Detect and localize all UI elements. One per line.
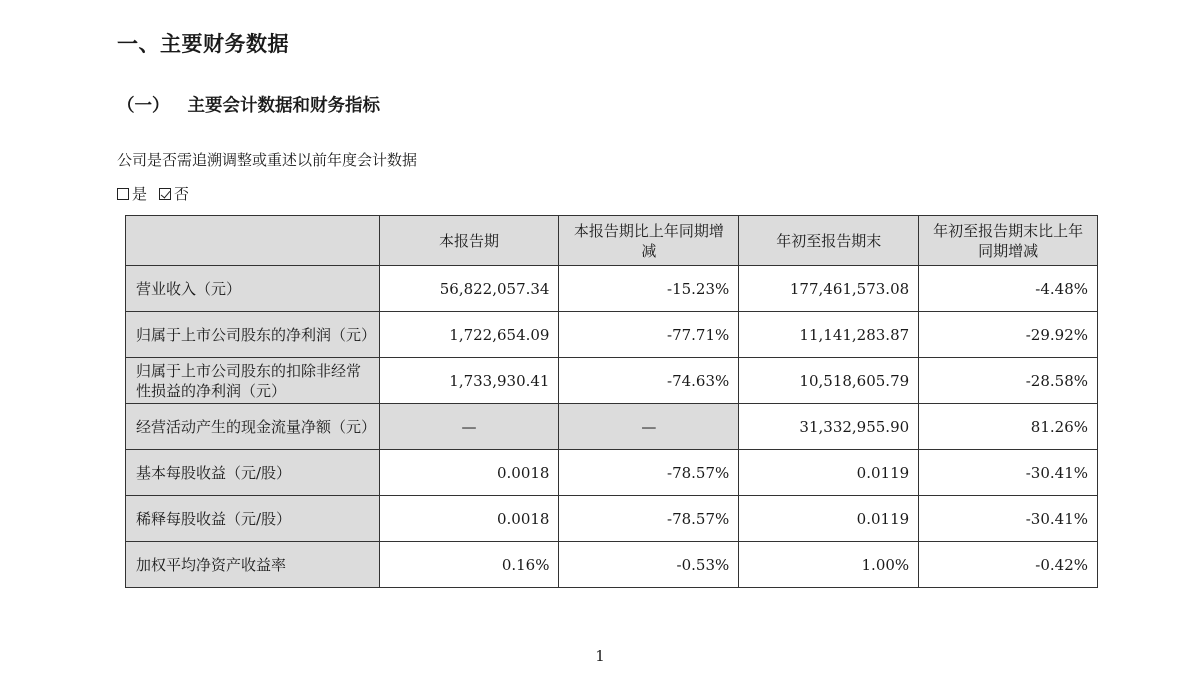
restatement-choices xyxy=(117,183,201,204)
header-current-period: 本报告期 xyxy=(379,216,559,266)
cell-ytd: 177,461,573.08 xyxy=(739,266,919,312)
cell-ytd: 31,332,955.90 xyxy=(739,404,919,450)
checkbox-unchecked-icon xyxy=(117,188,129,200)
subsection-heading xyxy=(117,92,380,117)
cell-ytd-change: -30.41% xyxy=(919,450,1098,496)
table-row xyxy=(126,358,1098,404)
cell-ytd-change: -0.42% xyxy=(919,542,1098,588)
cell-ytd: 10,518,605.79 xyxy=(739,358,919,404)
cell-current-change: -78.57% xyxy=(559,496,739,542)
cell-current-change: -78.57% xyxy=(559,450,739,496)
choice-no[interactable] xyxy=(159,183,189,204)
table-row xyxy=(126,450,1098,496)
header-ytd-change: 年初至报告期末比上年同期增减 xyxy=(919,216,1098,266)
header-current-change: 本报告期比上年同期增减 xyxy=(559,216,739,266)
cell-current-period: — xyxy=(379,404,559,450)
table-row xyxy=(126,404,1098,450)
page-number: 1 xyxy=(595,647,605,665)
restatement-question: 公司是否需追溯调整或重述以前年度会计数据 xyxy=(117,151,418,169)
row-label: 加权平均净资产收益率 xyxy=(126,542,380,588)
table-header-row xyxy=(126,216,1098,266)
cell-current-change: -15.23% xyxy=(559,266,739,312)
checkbox-checked-icon xyxy=(159,188,171,200)
cell-current-change: -0.53% xyxy=(559,542,739,588)
financial-data-table xyxy=(125,215,1098,588)
cell-current-period: 0.0018 xyxy=(379,496,559,542)
cell-ytd: 1.00% xyxy=(739,542,919,588)
table-row xyxy=(126,312,1098,358)
table-row xyxy=(126,496,1098,542)
cell-current-period: 1,722,654.09 xyxy=(379,312,559,358)
cell-ytd-change: -28.58% xyxy=(919,358,1098,404)
row-label: 稀释每股收益（元/股） xyxy=(126,496,380,542)
choice-no-label: 否 xyxy=(174,185,190,203)
section-heading: 一、主要财务数据 xyxy=(117,32,289,56)
cell-ytd-change: -29.92% xyxy=(919,312,1098,358)
header-blank xyxy=(126,216,380,266)
cell-current-period: 56,822,057.34 xyxy=(379,266,559,312)
cell-ytd: 0.0119 xyxy=(739,450,919,496)
header-ytd: 年初至报告期末 xyxy=(739,216,919,266)
cell-current-change: — xyxy=(559,404,739,450)
cell-current-period: 1,733,930.41 xyxy=(379,358,559,404)
subsection-title: 主要会计数据和财务指标 xyxy=(187,96,380,116)
cell-ytd: 11,141,283.87 xyxy=(739,312,919,358)
row-label: 营业收入（元） xyxy=(126,266,380,312)
choice-yes-label: 是 xyxy=(132,185,148,203)
subsection-number: （一） xyxy=(117,96,170,116)
cell-ytd-change: -4.48% xyxy=(919,266,1098,312)
choice-yes[interactable] xyxy=(117,183,147,204)
cell-current-change: -74.63% xyxy=(559,358,739,404)
row-label: 归属于上市公司股东的扣除非经常性损益的净利润（元） xyxy=(126,358,380,404)
row-label: 基本每股收益（元/股） xyxy=(126,450,380,496)
row-label: 经营活动产生的现金流量净额（元） xyxy=(126,404,380,450)
cell-current-change: -77.71% xyxy=(559,312,739,358)
cell-ytd: 0.0119 xyxy=(739,496,919,542)
cell-ytd-change: 81.26% xyxy=(919,404,1098,450)
table-row xyxy=(126,266,1098,312)
row-label: 归属于上市公司股东的净利润（元） xyxy=(126,312,380,358)
table-row xyxy=(126,542,1098,588)
cell-ytd-change: -30.41% xyxy=(919,496,1098,542)
cell-current-period: 0.16% xyxy=(379,542,559,588)
cell-current-period: 0.0018 xyxy=(379,450,559,496)
